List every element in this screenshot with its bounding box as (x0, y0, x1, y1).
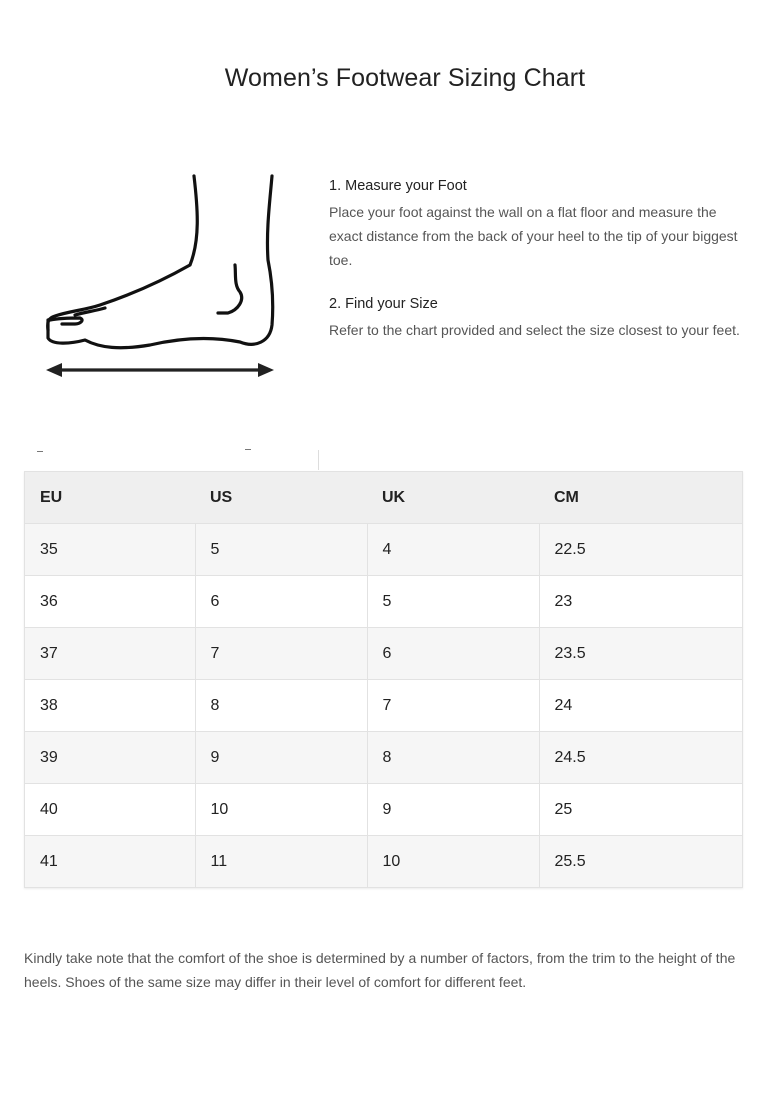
step-body: Refer to the chart provided and select the size closest to your feet. (329, 322, 740, 338)
comfort-note: Kindly take note that the comfort of the shoe is determined by a number of factors, from the trim to the height of the heels. Shoes of the same size may differ in their level of comfort for different feet. (24, 950, 736, 990)
step-measure-foot (329, 178, 749, 272)
cell-uk: 8 (367, 732, 539, 784)
divider (318, 450, 319, 470)
cell-cm: 23 (539, 576, 743, 628)
column-header-eu: EU (25, 472, 196, 524)
table-row (25, 576, 743, 628)
cell-cm: 24.5 (539, 732, 743, 784)
instructions (329, 178, 749, 342)
cell-us: 5 (195, 524, 367, 576)
table-row (25, 524, 743, 576)
cell-cm: 23.5 (539, 628, 743, 680)
column-header-cm: CM (539, 472, 743, 524)
double-arrow-icon (46, 363, 274, 377)
step-body: Place your foot against the wall on a flat floor and measure the exact distance from the back of your heel to the tip of your biggest toe. (329, 204, 738, 268)
cell-us: 7 (195, 628, 367, 680)
cell-uk: 7 (367, 680, 539, 732)
cell-eu: 38 (25, 680, 196, 732)
step-title: 1. Measure your Foot (329, 178, 467, 194)
cell-uk: 4 (367, 524, 539, 576)
cell-cm: 22.5 (539, 524, 743, 576)
table-row (25, 836, 743, 888)
cell-uk: 5 (367, 576, 539, 628)
cell-eu: 35 (25, 524, 196, 576)
divider (245, 449, 251, 450)
table-header-row (25, 472, 743, 524)
cell-uk: 6 (367, 628, 539, 680)
column-header-uk: UK (367, 472, 539, 524)
cell-eu: 36 (25, 576, 196, 628)
table-row (25, 784, 743, 836)
size-table (24, 471, 743, 888)
cell-cm: 24 (539, 680, 743, 732)
cell-cm: 25.5 (539, 836, 743, 888)
cell-us: 11 (195, 836, 367, 888)
step-find-size (329, 296, 749, 342)
column-header-us: US (195, 472, 367, 524)
cell-uk: 9 (367, 784, 539, 836)
step-title: 2. Find your Size (329, 296, 438, 312)
cell-uk: 10 (367, 836, 539, 888)
table-row (25, 680, 743, 732)
cell-us: 9 (195, 732, 367, 784)
cell-us: 8 (195, 680, 367, 732)
cell-eu: 40 (25, 784, 196, 836)
cell-us: 6 (195, 576, 367, 628)
cell-us: 10 (195, 784, 367, 836)
cell-eu: 37 (25, 628, 196, 680)
divider (37, 451, 43, 452)
table-row (25, 628, 743, 680)
cell-eu: 39 (25, 732, 196, 784)
cell-eu: 41 (25, 836, 196, 888)
foot-measurement-icon (40, 170, 285, 385)
cell-cm: 25 (539, 784, 743, 836)
page-title: Women’s Footwear Sizing Chart (224, 64, 586, 92)
table-row (25, 732, 743, 784)
